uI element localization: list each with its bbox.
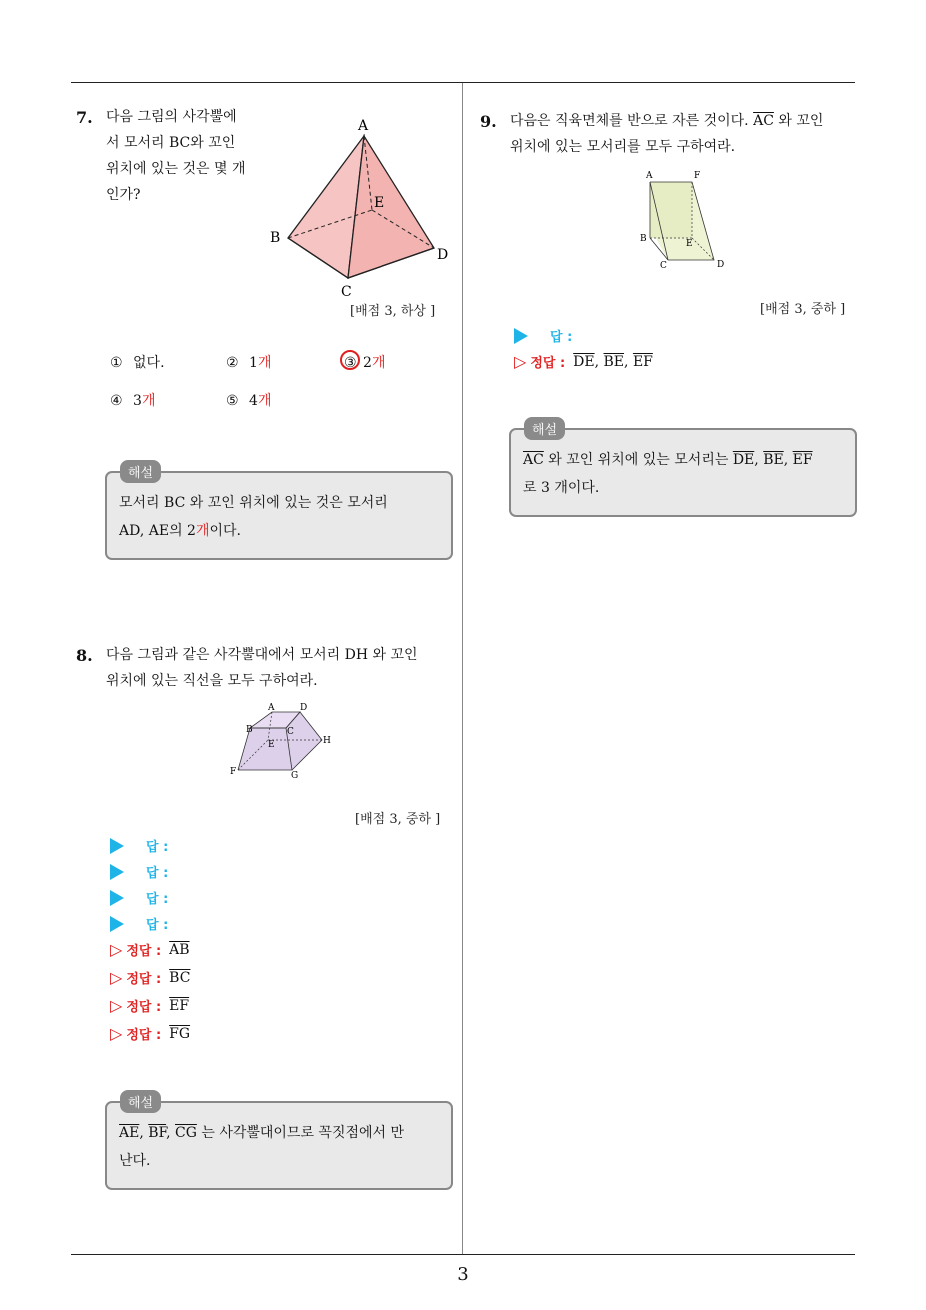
q7-option-5[interactable] [226, 390, 271, 410]
q8-explanation-line: 난다. [119, 1153, 151, 1169]
q8-number: 8. [76, 646, 93, 665]
comma-separator: , [754, 452, 764, 468]
segment-text: $\overline{AC}$ [753, 113, 774, 129]
correct-value: $\overline{DE}$ [573, 353, 595, 370]
explanation-red-text: 개 [195, 523, 210, 539]
label-d: D [437, 247, 449, 263]
q8-answer-line[interactable] [110, 836, 168, 855]
explanation-text: 와 꼬인 위치에 있는 모서리는 [543, 452, 733, 468]
label-d: D [717, 260, 725, 270]
correct-label: 정답 : [126, 1000, 162, 1015]
segment-text: $\overline{EF}$ [792, 452, 813, 468]
play-icon [110, 838, 124, 854]
correct-label: 정답 : [126, 944, 162, 959]
label-a: A [646, 171, 653, 181]
column-divider [462, 83, 463, 1254]
question-text: 다음은 직육면체를 반으로 자른 것이다. [510, 113, 754, 129]
q8-answer-line[interactable] [110, 862, 168, 881]
q9-answer-line[interactable] [514, 326, 572, 345]
q8-correct-answer [110, 996, 189, 1015]
q8-correct-answer [110, 940, 190, 959]
correct-value: $\overline{FG}$ [169, 1025, 191, 1042]
label-e: E [686, 239, 693, 249]
q9-explanation-line: 로 3 개이다. [523, 480, 600, 496]
option-mark: ⑤ [226, 393, 239, 409]
segment-text: $\overline{BE}$ [763, 452, 784, 468]
page-number: 3 [457, 1264, 469, 1285]
q8-explanation-box [105, 1101, 453, 1190]
q9-explanation-line [523, 446, 843, 474]
label-a: A [358, 118, 369, 134]
correct-value: $\overline{AB}$ [169, 941, 190, 958]
correct-label: 정답 : [530, 356, 566, 371]
outline-triangle-icon: ▷ [110, 940, 123, 959]
option-unit: 개 [371, 355, 386, 371]
label-d: D [300, 703, 308, 713]
label-c: C [341, 284, 352, 300]
comma-separator: , [783, 452, 793, 468]
label-h: H [323, 736, 331, 746]
q7-option-3[interactable] [344, 352, 385, 372]
q8-explanation-tag: 해설 [120, 1090, 161, 1113]
option-mark: ② [226, 355, 239, 371]
q7-pyramid-figure [262, 110, 462, 300]
q7-explanation-line [119, 517, 439, 545]
label-e: E [374, 195, 385, 211]
label-b: B [246, 725, 253, 735]
q8-frustum-figure [226, 700, 336, 782]
comma-separator: , [139, 1125, 149, 1141]
q9-number: 9. [480, 112, 497, 131]
q9-prism-figure [636, 168, 736, 272]
q8-correct-answer [110, 968, 190, 987]
q7-option-4[interactable] [110, 390, 155, 410]
play-icon [514, 328, 528, 344]
q8-text-line: 위치에 있는 직선을 모두 구하여라. [106, 673, 318, 689]
bottom-rule [71, 1254, 855, 1255]
q7-question [106, 104, 246, 208]
q8-text-line: 다음 그림과 같은 사각뿔대에서 모서리 DH 와 꼬인 [106, 647, 418, 663]
label-e: E [268, 740, 275, 750]
label-b: B [270, 230, 281, 246]
q9-score: [배점 3, 중하 ] [760, 302, 846, 317]
option-unit: 개 [257, 393, 272, 409]
option-text: 4 [249, 393, 258, 409]
outline-triangle-icon: ▷ [110, 1024, 123, 1043]
top-rule [71, 82, 855, 83]
segment-text: $\overline{AE}$ [119, 1125, 140, 1141]
outline-triangle-icon: ▷ [110, 968, 123, 987]
answer-label: 답 : [146, 866, 169, 881]
option-text: 1 [249, 355, 258, 371]
option-text: 2 [363, 355, 372, 371]
outline-triangle-icon: ▷ [110, 996, 123, 1015]
label-c: C [287, 727, 294, 737]
q7-explanation-tag: 해설 [120, 460, 161, 483]
explanation-text: 이다. [209, 523, 241, 539]
play-icon [110, 890, 124, 906]
q8-answer-line[interactable] [110, 914, 168, 933]
correct-value: $\overline{EF}$ [169, 997, 190, 1014]
option-mark: ① [110, 355, 123, 371]
label-f: F [694, 171, 701, 181]
q8-answer-line[interactable] [110, 888, 168, 907]
answer-label: 답 : [146, 918, 169, 933]
q7-explanation-box [105, 471, 453, 560]
option-unit: 개 [141, 393, 156, 409]
answer-label: 답 : [550, 330, 573, 345]
correct-label: 정답 : [126, 972, 162, 987]
answer-label: 답 : [146, 892, 169, 907]
q9-text-line [510, 108, 823, 134]
label-a: A [268, 703, 275, 713]
q7-text-line: 다음 그림의 사각뿔에 [106, 109, 237, 125]
q7-option-2[interactable] [226, 352, 271, 372]
option-text: 3 [133, 393, 142, 409]
label-f: F [230, 767, 237, 777]
segment-text: $\overline{CG}$ [174, 1125, 197, 1141]
comma-separator: , [624, 353, 633, 370]
correct-value: $\overline{EF}$ [632, 353, 653, 370]
label-c: C [660, 261, 667, 271]
question-text: 와 꼬인 [773, 113, 824, 129]
q8-score: [배점 3, 중하 ] [355, 812, 441, 827]
q8-explanation-line [119, 1119, 439, 1147]
q7-text-line: 위치에 있는 것은 몇 개 [106, 161, 246, 177]
option-text: 없다. [133, 355, 165, 371]
option-mark: ④ [110, 393, 123, 409]
q9-correct-answer [514, 352, 653, 371]
correct-value: $\overline{BC}$ [169, 969, 191, 986]
q7-option-1[interactable] [110, 352, 165, 372]
label-g: G [291, 771, 299, 781]
outline-triangle-icon: ▷ [514, 352, 527, 371]
correct-value: $\overline{BE}$ [603, 353, 625, 370]
comma-separator: , [166, 1125, 175, 1141]
option-mark: ③ [344, 355, 357, 371]
q7-number: 7. [76, 108, 93, 127]
explanation-text: 는 사각뿔대이므로 꼭짓점에서 만 [196, 1125, 405, 1141]
q7-score: [배점 3, 하상 ] [350, 304, 436, 319]
segment-text: $\overline{DE}$ [732, 452, 755, 468]
q7-text-line: 서 모서리 BC와 꼬인 [106, 135, 236, 151]
q9-explanation-tag: 해설 [524, 417, 565, 440]
explanation-text: AD, AE의 2 [119, 523, 196, 539]
correct-label: 정답 : [126, 1028, 162, 1043]
q7-text-line: 인가? [106, 187, 141, 203]
play-icon [110, 916, 124, 932]
q9-question [510, 108, 823, 160]
play-icon [110, 864, 124, 880]
label-b: B [640, 234, 647, 244]
segment-text: $\overline{AC}$ [523, 452, 544, 468]
comma-separator: , [594, 353, 604, 370]
segment-text: $\overline{BF}$ [148, 1125, 167, 1141]
q9-text-line: 위치에 있는 모서리를 모두 구하여라. [510, 139, 736, 155]
q8-correct-answer [110, 1024, 190, 1043]
q8-question [106, 642, 418, 694]
q7-explanation-line: 모서리 BC 와 꼬인 위치에 있는 것은 모서리 [119, 495, 388, 511]
option-unit: 개 [257, 355, 272, 371]
q9-explanation-box [509, 428, 857, 517]
answer-label: 답 : [146, 840, 169, 855]
